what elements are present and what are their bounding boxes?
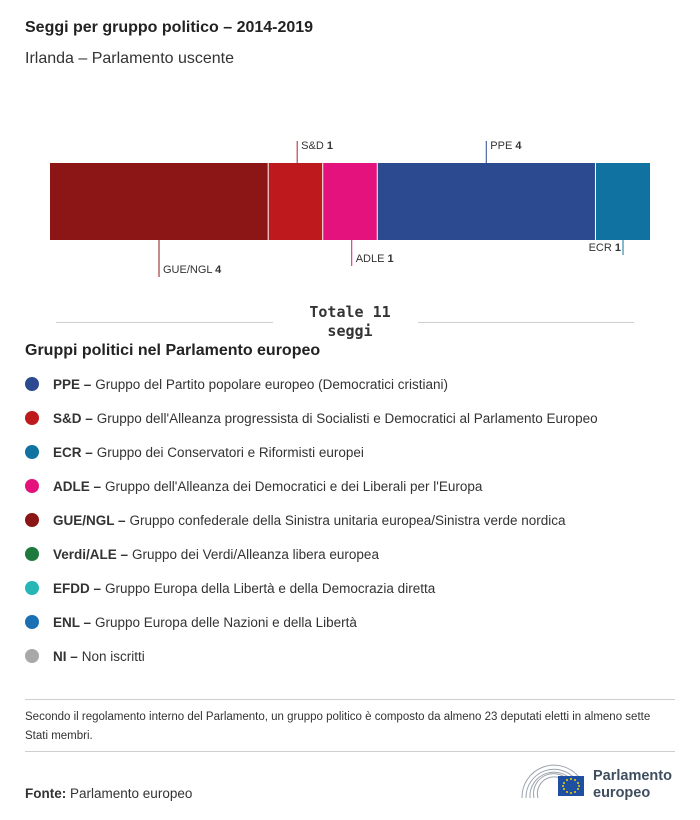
legend-label: Gruppo dei Conservatori e Riformisti europei — [96, 444, 364, 460]
logo-text-line2: europeo — [593, 785, 651, 801]
legend-item — [25, 469, 685, 503]
total-divider-right — [418, 322, 634, 323]
legend-abbr: Verdi/ALE – — [53, 546, 129, 562]
legend-label: Gruppo dei Verdi/Alleanza libera europea — [132, 546, 379, 562]
legend-item — [25, 605, 685, 639]
legend-item — [25, 401, 685, 435]
data-label-category: ADLE — [355, 253, 388, 265]
chart-subtitle: Irlanda – Parlamento uscente — [25, 50, 235, 67]
bar-segment-guengl — [50, 163, 268, 240]
data-label — [301, 140, 333, 152]
data-label-value: 1 — [387, 253, 394, 265]
data-label-value: 1 — [326, 140, 333, 152]
data-label-category: S&D — [301, 140, 327, 152]
legend-item — [25, 367, 685, 401]
legend-swatch — [25, 615, 39, 629]
total-seats-unit: seggi — [327, 322, 373, 340]
seats-bar-chart — [0, 130, 700, 290]
note-divider-top — [25, 699, 675, 700]
source-value: Parlamento europeo — [70, 786, 193, 801]
source-label: Fonte: — [25, 786, 67, 801]
legend-abbr: GUE/NGL – — [53, 512, 126, 528]
data-label-value: 4 — [215, 264, 222, 276]
note-divider-bottom — [25, 751, 675, 752]
legend-label: Gruppo Europa della Libertà e della Democrazia diretta — [105, 580, 436, 596]
legend-swatch — [25, 445, 39, 459]
legend-abbr: NI – — [53, 648, 78, 664]
legend-label: Gruppo Europa delle Nazioni e della Libertà — [95, 614, 357, 630]
total-seats-count: Totale 11 — [309, 303, 391, 321]
legend-label: Non iscritti — [81, 648, 145, 664]
footnote: Secondo il regolamento interno del Parlamento, un gruppo politico è composto da almeno 23 deputati eletti in almeno sette Stati membri. — [25, 711, 651, 742]
data-label — [490, 140, 522, 152]
data-label-category: ECR — [588, 242, 615, 254]
data-label — [589, 242, 621, 254]
legend-swatch — [25, 377, 39, 391]
data-label-value: 4 — [515, 140, 522, 152]
parliament-hemicycle-icon — [520, 762, 588, 802]
bar-segment-adle — [323, 163, 378, 240]
legend-swatch — [25, 411, 39, 425]
european-parliament-logo — [520, 762, 690, 802]
legend-swatch — [25, 479, 39, 493]
total-seats — [280, 303, 420, 341]
legend-title: Gruppi politici nel Parlamento europeo — [25, 342, 321, 359]
legend-abbr: EFDD – — [53, 580, 102, 596]
legend-item — [25, 571, 685, 605]
logo-text — [593, 768, 672, 802]
legend — [25, 367, 685, 673]
legend-label: Gruppo confederale della Sinistra unitaria europea/Sinistra verde nordica — [129, 512, 566, 528]
legend-swatch — [25, 513, 39, 527]
bar-segment-sd — [268, 163, 323, 240]
legend-label: Gruppo dell'Alleanza dei Democratici e dei Liberali per l'Europa — [105, 478, 483, 494]
legend-abbr: S&D – — [53, 410, 93, 426]
legend-abbr: PPE – — [53, 376, 92, 392]
data-label — [163, 264, 222, 276]
legend-item — [25, 503, 685, 537]
legend-abbr: ENL – — [53, 614, 92, 630]
legend-item — [25, 537, 685, 571]
legend-abbr: ECR – — [53, 444, 93, 460]
legend-swatch — [25, 649, 39, 663]
data-label-category: PPE — [490, 140, 516, 152]
legend-label: Gruppo dell'Alleanza progressista di Socialisti e Democratici al Parlamento Europeo — [96, 410, 598, 426]
source — [25, 786, 192, 801]
bar-segment-ecr — [595, 163, 650, 240]
logo-text-line1: Parlamento — [593, 768, 672, 784]
data-label — [356, 253, 394, 265]
legend-item — [25, 639, 685, 673]
legend-swatch — [25, 547, 39, 561]
bar-segment-ppe — [377, 163, 595, 240]
legend-swatch — [25, 581, 39, 595]
legend-label: Gruppo del Partito popolare europeo (Democratici cristiani) — [95, 376, 448, 392]
legend-item — [25, 435, 685, 469]
total-divider-left — [56, 322, 273, 323]
legend-abbr: ADLE – — [53, 478, 102, 494]
data-label-category: GUE/NGL — [163, 264, 216, 276]
chart-title: Seggi per gruppo politico – 2014-2019 — [25, 19, 314, 36]
data-label-value: 1 — [614, 242, 621, 254]
